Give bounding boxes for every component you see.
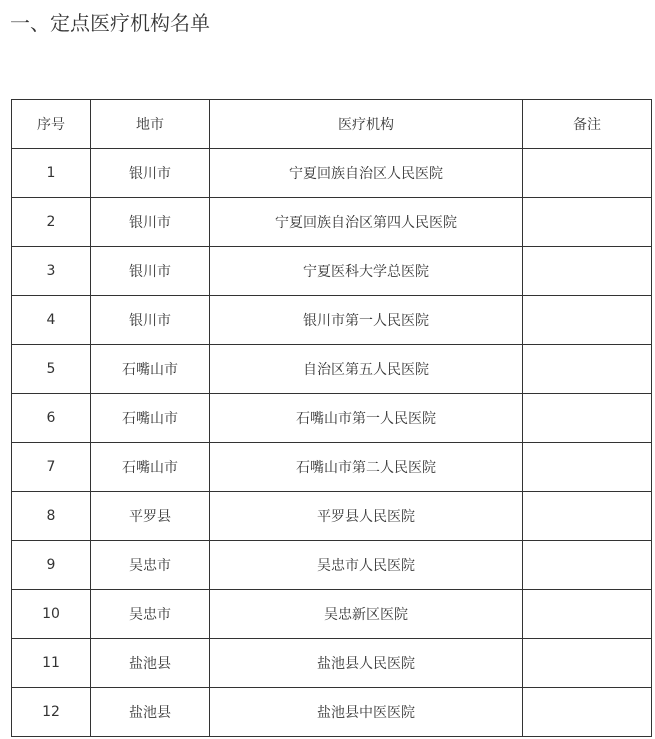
- table-row: [12, 198, 652, 247]
- table-row: [12, 590, 652, 639]
- table-row: [12, 492, 652, 541]
- cell-number: 3: [12, 247, 91, 296]
- cell-number: 10: [12, 590, 91, 639]
- cell-institution: 宁夏回族自治区第四人民医院: [210, 198, 523, 247]
- cell-city: 盐池县: [91, 688, 210, 737]
- cell-note: [523, 492, 652, 541]
- cell-city: 吴忠市: [91, 590, 210, 639]
- table-row: [12, 639, 652, 688]
- table-row: [12, 541, 652, 590]
- cell-note: [523, 639, 652, 688]
- cell-note: [523, 247, 652, 296]
- cell-note: [523, 590, 652, 639]
- header-city: 地市: [91, 100, 210, 149]
- cell-note: [523, 688, 652, 737]
- cell-note: [523, 443, 652, 492]
- cell-institution: 盐池县中医医院: [210, 688, 523, 737]
- cell-number: 8: [12, 492, 91, 541]
- cell-city: 平罗县: [91, 492, 210, 541]
- cell-city: 银川市: [91, 247, 210, 296]
- cell-institution: 石嘴山市第一人民医院: [210, 394, 523, 443]
- cell-institution: 平罗县人民医院: [210, 492, 523, 541]
- cell-institution: 石嘴山市第二人民医院: [210, 443, 523, 492]
- cell-note: [523, 541, 652, 590]
- hospital-table: [11, 99, 652, 737]
- cell-institution: 银川市第一人民医院: [210, 296, 523, 345]
- table-row: [12, 394, 652, 443]
- header-number: 序号: [12, 100, 91, 149]
- cell-note: [523, 149, 652, 198]
- cell-institution: 宁夏医科大学总医院: [210, 247, 523, 296]
- cell-number: 5: [12, 345, 91, 394]
- cell-note: [523, 394, 652, 443]
- table-header-row: [12, 100, 652, 149]
- cell-institution: 盐池县人民医院: [210, 639, 523, 688]
- cell-note: [523, 198, 652, 247]
- cell-number: 11: [12, 639, 91, 688]
- table-row: [12, 345, 652, 394]
- cell-institution: 吴忠新区医院: [210, 590, 523, 639]
- cell-city: 石嘴山市: [91, 345, 210, 394]
- cell-note: [523, 345, 652, 394]
- cell-number: 12: [12, 688, 91, 737]
- table-row: [12, 149, 652, 198]
- cell-institution: 宁夏回族自治区人民医院: [210, 149, 523, 198]
- table-row: [12, 296, 652, 345]
- cell-number: 9: [12, 541, 91, 590]
- cell-city: 银川市: [91, 198, 210, 247]
- cell-city: 盐池县: [91, 639, 210, 688]
- cell-city: 银川市: [91, 149, 210, 198]
- cell-number: 4: [12, 296, 91, 345]
- header-institution: 医疗机构: [210, 100, 523, 149]
- table-row: [12, 247, 652, 296]
- cell-number: 1: [12, 149, 91, 198]
- cell-number: 6: [12, 394, 91, 443]
- cell-city: 吴忠市: [91, 541, 210, 590]
- cell-institution: 自治区第五人民医院: [210, 345, 523, 394]
- table-row: [12, 688, 652, 737]
- cell-note: [523, 296, 652, 345]
- header-note: 备注: [523, 100, 652, 149]
- table-row: [12, 443, 652, 492]
- cell-number: 7: [12, 443, 91, 492]
- cell-city: 石嘴山市: [91, 443, 210, 492]
- cell-institution: 吴忠市人民医院: [210, 541, 523, 590]
- cell-city: 石嘴山市: [91, 394, 210, 443]
- cell-city: 银川市: [91, 296, 210, 345]
- cell-number: 2: [12, 198, 91, 247]
- page-title: 一、定点医疗机构名单: [10, 11, 210, 35]
